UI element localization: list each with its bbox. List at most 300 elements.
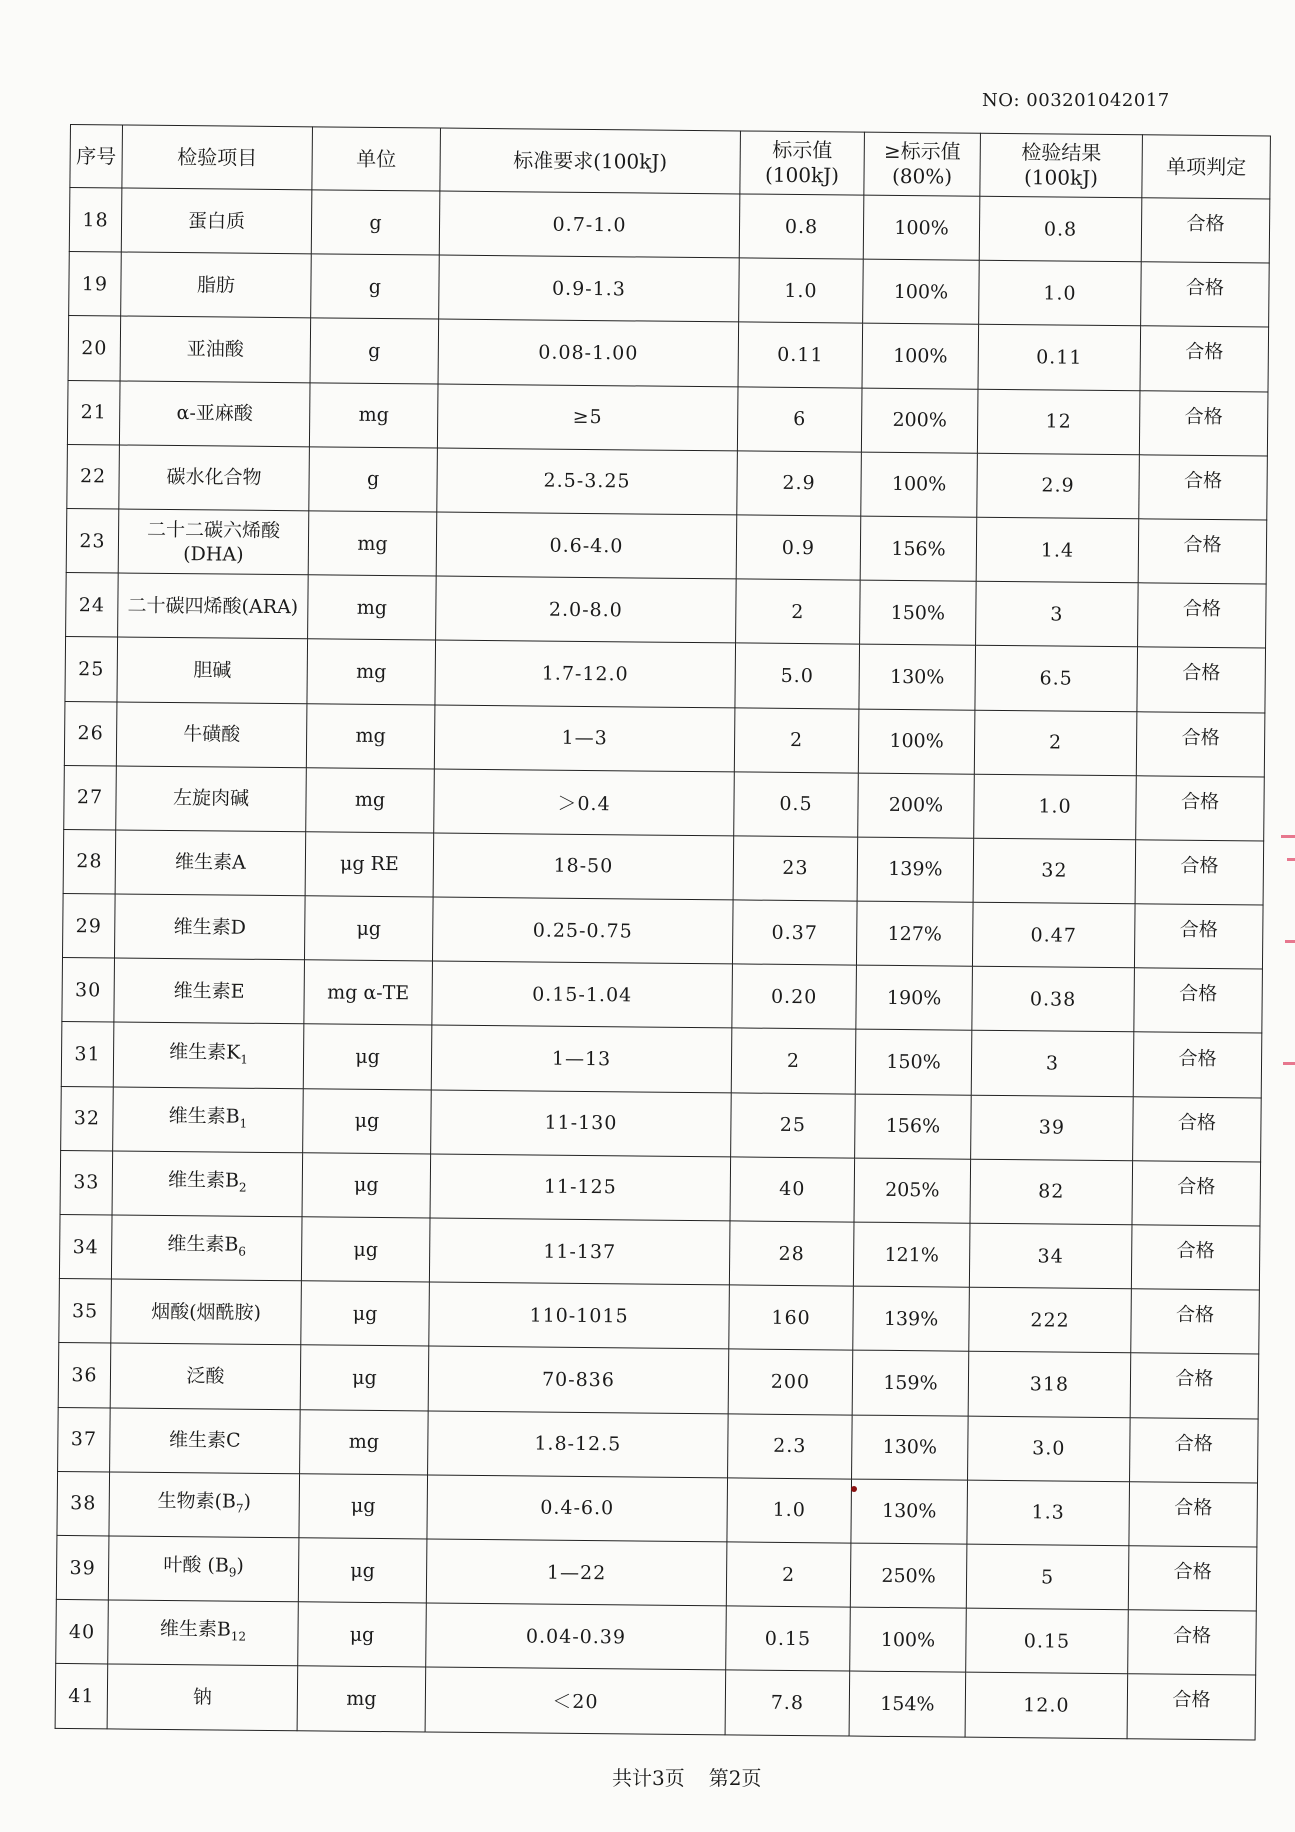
item-name: 维生素C	[168, 1429, 241, 1452]
percent-cell: 139%	[857, 837, 974, 902]
item-cell	[108, 1536, 299, 1602]
verdict-text: 合格	[1175, 1303, 1215, 1327]
label-value-cell: 0.9	[736, 515, 861, 580]
result-cell: 12.0	[965, 1672, 1128, 1738]
result-cell: 32	[973, 838, 1136, 904]
item-cell	[109, 1472, 300, 1538]
percent-cell: 200%	[858, 773, 975, 838]
table-row	[59, 1214, 1260, 1290]
result-cell: 318	[968, 1352, 1131, 1418]
percent-cell: 139%	[853, 1286, 970, 1351]
verdict-cell	[1136, 711, 1265, 776]
table-row	[58, 1343, 1259, 1419]
table-row	[64, 765, 1265, 841]
header-percent	[864, 132, 981, 196]
standard-cell: 0.6-4.0	[436, 512, 737, 579]
table-row	[67, 444, 1268, 520]
result-cell: 2.9	[977, 453, 1140, 519]
seq-cell: 32	[61, 1086, 114, 1151]
unit-cell: mg	[308, 511, 437, 576]
label-value-cell: 2	[726, 1542, 851, 1607]
label-value-cell: 160	[729, 1285, 854, 1350]
item-name-suffix: )	[243, 1490, 252, 1513]
standard-cell: 0.4-6.0	[427, 1475, 728, 1542]
verdict-cell	[1137, 647, 1266, 712]
header-result-line2: (100kJ)	[1023, 165, 1099, 190]
percent-cell: 250%	[850, 1543, 967, 1608]
unit-cell: μg	[304, 896, 433, 961]
item-name: 钠	[192, 1686, 213, 1709]
item-cell	[110, 1408, 301, 1474]
standard-cell: 0.15-1.04	[432, 961, 733, 1028]
percent-cell: 156%	[860, 516, 977, 581]
verdict-cell	[1140, 326, 1269, 391]
header-label-value-line2: (100kJ)	[764, 162, 840, 188]
item-cell	[114, 894, 305, 960]
seq-cell: 37	[58, 1407, 111, 1472]
table-row	[63, 829, 1264, 905]
item-name: 亚油酸	[186, 338, 244, 361]
unit-cell: mg	[309, 382, 438, 447]
percent-cell: 130%	[852, 1415, 969, 1480]
item-name: 牛磺酸	[183, 723, 241, 746]
percent-cell: 100%	[863, 195, 980, 260]
standard-cell: 1—22	[426, 1539, 727, 1606]
percent-cell: 150%	[860, 580, 977, 645]
unit-cell: μg	[299, 1474, 428, 1539]
item-name: 脂肪	[196, 274, 236, 297]
table-row	[68, 316, 1269, 392]
verdict-text: 合格	[1176, 1239, 1215, 1263]
percent-cell: 159%	[852, 1350, 969, 1415]
percent-cell: 200%	[861, 388, 978, 453]
inspection-table	[55, 124, 1271, 1740]
verdict-cell	[1138, 583, 1267, 648]
seq-cell: 31	[61, 1022, 114, 1087]
item-cell	[114, 958, 305, 1024]
header-standard: 标准要求(100kJ)	[440, 128, 741, 194]
standard-cell: ≥5	[437, 384, 738, 451]
item-cell	[108, 1600, 299, 1666]
verdict-text: 合格	[1179, 983, 1218, 1006]
seq-cell: 20	[68, 316, 121, 381]
unit-cell: μg	[301, 1217, 430, 1282]
item-name: 二十二碳六烯酸	[146, 518, 281, 542]
result-cell: 1.3	[967, 1480, 1130, 1546]
standard-cell: ＜20	[425, 1667, 726, 1734]
label-value-cell: 2	[731, 1028, 856, 1093]
item-name: α-亚麻酸	[176, 402, 253, 425]
verdict-cell	[1129, 1481, 1258, 1546]
standard-cell: 1.8-12.5	[428, 1411, 729, 1478]
item-subscript: 1	[239, 1116, 248, 1131]
table-row	[56, 1600, 1257, 1676]
result-cell: 39	[971, 1095, 1134, 1161]
seq-cell: 22	[67, 444, 120, 509]
seq-cell: 41	[55, 1664, 108, 1729]
standard-cell: 110-1015	[429, 1282, 730, 1349]
item-name: 维生素B	[168, 1104, 240, 1128]
item-cell	[119, 445, 310, 511]
verdict-text: 合格	[1184, 405, 1223, 428]
result-cell: 0.47	[972, 902, 1135, 968]
percent-cell: 156%	[855, 1094, 972, 1159]
item-cell	[113, 1087, 304, 1153]
standard-cell: 0.08-1.00	[438, 319, 739, 386]
result-cell: 222	[969, 1287, 1132, 1353]
unit-cell: mg	[308, 575, 437, 640]
item-cell	[117, 637, 308, 703]
result-cell: 0.38	[972, 966, 1135, 1032]
label-value-cell: 0.15	[726, 1606, 851, 1671]
result-cell: 0.8	[979, 196, 1142, 262]
label-value-cell: 25	[731, 1093, 856, 1158]
table-row	[61, 1086, 1262, 1162]
header-result-line1: 检验结果	[1021, 140, 1102, 165]
verdict-text: 合格	[1177, 1175, 1216, 1198]
standard-cell: 0.9-1.3	[439, 255, 740, 322]
percent-cell: 100%	[862, 323, 979, 388]
verdict-text: 合格	[1172, 1624, 1212, 1648]
item-name: 胆碱	[193, 659, 232, 682]
item-cell	[118, 573, 309, 639]
result-cell: 1.0	[974, 774, 1137, 840]
label-value-cell: 0.11	[738, 322, 863, 387]
unit-cell: mg	[297, 1666, 426, 1731]
standard-cell: 11-125	[430, 1154, 731, 1221]
verdict-text: 合格	[1174, 1496, 1213, 1519]
result-cell: 3	[971, 1031, 1134, 1097]
table-row	[66, 508, 1267, 584]
percent-cell: 130%	[851, 1479, 968, 1544]
result-cell: 1.4	[976, 517, 1139, 583]
label-value-cell: 2	[734, 707, 859, 772]
header-verdict: 单项判定	[1142, 135, 1271, 199]
item-cell	[111, 1215, 302, 1281]
label-value-cell: 0.37	[732, 900, 857, 965]
result-cell: 5	[966, 1544, 1129, 1610]
label-value-cell: 7.8	[725, 1670, 850, 1735]
verdict-cell	[1128, 1546, 1257, 1611]
footer-total-pages: 共计3页	[612, 1766, 685, 1790]
verdict-text: 合格	[1186, 212, 1225, 236]
verdict-text: 合格	[1181, 726, 1220, 749]
item-name: 叶酸 (B	[163, 1554, 229, 1577]
label-value-cell: 200	[728, 1349, 853, 1414]
footer-current-page: 第2页	[708, 1766, 762, 1790]
seq-cell: 34	[59, 1214, 112, 1279]
label-value-cell: 0.8	[739, 194, 864, 259]
label-value-cell: 0.20	[732, 964, 857, 1029]
item-name: 维生素B	[167, 1233, 239, 1256]
label-value-cell: 2	[736, 579, 861, 644]
standard-cell: 2.5-3.25	[437, 448, 738, 515]
item-cell	[116, 701, 307, 767]
item-cell	[111, 1279, 302, 1345]
item-subscript: 6	[238, 1244, 247, 1259]
verdict-text: 合格	[1177, 1111, 1217, 1134]
item-subscript: 9	[228, 1565, 237, 1580]
verdict-text: 合格	[1175, 1368, 1214, 1391]
item-cell	[121, 188, 312, 254]
table-row	[55, 1664, 1256, 1740]
table-row	[62, 958, 1263, 1034]
item-name: 泛酸	[186, 1365, 225, 1388]
label-value-cell: 1.0	[739, 258, 864, 323]
unit-cell: μg	[302, 1153, 431, 1218]
table-row	[56, 1535, 1257, 1611]
unit-cell: mg	[300, 1409, 429, 1474]
unit-cell: mg	[306, 703, 435, 768]
label-value-cell: 2.3	[728, 1413, 853, 1478]
unit-cell: mg α-TE	[304, 960, 433, 1025]
document-number: NO: 003201042017	[982, 90, 1170, 111]
item-name: 碳水化合物	[166, 466, 262, 490]
item-name: 维生素E	[173, 979, 245, 1003]
table-body	[55, 188, 1270, 1740]
item-subscript: 7	[235, 1501, 244, 1516]
seq-cell: 28	[63, 829, 116, 894]
header-percent-line1: ≥标示值	[883, 138, 961, 164]
percent-cell: 127%	[856, 901, 973, 966]
unit-cell: g	[309, 447, 438, 512]
page-footer	[612, 1762, 761, 1791]
standard-cell: 18-50	[433, 833, 734, 900]
unit-cell: μg RE	[305, 832, 434, 897]
seq-cell: 26	[64, 701, 117, 766]
item-name-line2: (DHA)	[183, 542, 244, 566]
percent-cell: 100%	[861, 452, 978, 517]
verdict-cell	[1133, 1096, 1262, 1161]
verdict-text: 合格	[1179, 918, 1218, 942]
percent-cell: 100%	[863, 259, 980, 324]
verdict-cell	[1127, 1674, 1256, 1739]
seq-cell: 19	[69, 252, 122, 317]
label-value-cell: 6	[737, 386, 862, 451]
standard-cell: 1—3	[434, 705, 735, 772]
item-cell	[112, 1151, 303, 1217]
table-row	[64, 701, 1265, 777]
seq-cell: 38	[57, 1471, 110, 1536]
standard-cell: ＞0.4	[434, 769, 735, 836]
header-label-value-line1: 标示值	[772, 137, 833, 163]
unit-cell: mg	[306, 767, 435, 832]
label-value-cell: 28	[729, 1221, 854, 1286]
percent-cell: 154%	[849, 1671, 966, 1736]
verdict-text: 合格	[1182, 662, 1221, 685]
result-cell: 3.0	[968, 1416, 1131, 1482]
verdict-cell	[1141, 262, 1270, 327]
standard-cell: 11-137	[429, 1218, 730, 1285]
result-cell: 34	[969, 1223, 1132, 1289]
seq-cell: 18	[69, 188, 122, 253]
item-name: 维生素B	[167, 1168, 240, 1192]
result-cell: 3	[976, 581, 1139, 647]
item-cell	[119, 381, 310, 447]
stamp-edge-mark	[1281, 835, 1295, 838]
item-name-suffix: )	[236, 1554, 245, 1577]
item-name: 维生素B	[159, 1618, 232, 1641]
item-cell	[121, 252, 312, 318]
unit-cell: μg	[298, 1602, 427, 1667]
seq-cell: 27	[64, 765, 117, 830]
item-cell	[120, 316, 311, 382]
verdict-text: 合格	[1183, 533, 1222, 557]
unit-cell: μg	[303, 1024, 432, 1089]
item-subscript: 2	[238, 1180, 247, 1195]
label-value-cell: 0.5	[734, 772, 859, 837]
verdict-cell	[1131, 1289, 1260, 1354]
verdict-text: 合格	[1180, 790, 1220, 813]
percent-cell: 121%	[853, 1222, 970, 1287]
standard-cell: 11-130	[431, 1090, 732, 1157]
percent-cell: 100%	[858, 709, 975, 774]
table-row	[60, 1150, 1261, 1226]
seq-cell: 24	[66, 573, 119, 638]
seq-cell: 36	[58, 1343, 111, 1408]
header-row	[70, 125, 1271, 200]
percent-cell: 205%	[854, 1158, 971, 1223]
unit-cell: μg	[298, 1538, 427, 1603]
item-name: 生物素(B	[157, 1489, 237, 1513]
verdict-text: 合格	[1178, 1047, 1217, 1070]
verdict-text: 合格	[1182, 597, 1222, 621]
standard-cell: 2.0-8.0	[436, 576, 737, 643]
result-cell: 12	[977, 389, 1140, 455]
percent-cell: 100%	[850, 1607, 967, 1672]
header-label-value	[740, 131, 865, 195]
stamp-edge-mark	[1285, 940, 1295, 943]
item-cell	[110, 1343, 301, 1409]
verdict-text: 合格	[1173, 1560, 1212, 1584]
table-row	[61, 1022, 1262, 1098]
verdict-text: 合格	[1185, 341, 1224, 364]
table-row	[69, 188, 1270, 264]
verdict-cell	[1141, 198, 1270, 263]
item-name: 烟酸(烟酰胺)	[151, 1300, 262, 1324]
table-row	[59, 1279, 1260, 1355]
stamp-edge-mark	[1283, 1062, 1295, 1065]
unit-cell: g	[310, 318, 439, 383]
header-unit: 单位	[312, 127, 441, 191]
seq-cell: 30	[62, 958, 115, 1023]
standard-cell: 0.7-1.0	[439, 191, 740, 258]
header-item: 检验项目	[122, 125, 313, 190]
unit-cell: g	[311, 190, 440, 255]
stamp-edge-mark	[1287, 858, 1295, 861]
unit-cell: mg	[307, 639, 436, 704]
percent-cell: 190%	[856, 965, 973, 1030]
verdict-cell	[1134, 904, 1263, 969]
verdict-cell	[1130, 1353, 1259, 1418]
table-row	[58, 1407, 1259, 1483]
seq-cell: 39	[56, 1535, 109, 1600]
verdict-text: 合格	[1172, 1689, 1211, 1712]
verdict-cell	[1138, 519, 1267, 584]
standard-cell: 0.25-0.75	[432, 897, 733, 964]
verdict-cell	[1139, 390, 1268, 455]
verdict-cell	[1131, 1225, 1260, 1290]
unit-cell: μg	[300, 1345, 429, 1410]
percent-cell: 150%	[855, 1030, 972, 1095]
standard-cell: 1.7-12.0	[435, 640, 736, 707]
header-result	[980, 133, 1143, 198]
item-cell	[113, 1022, 304, 1088]
item-name: 左旋肉碱	[172, 787, 250, 811]
seq-cell: 25	[65, 637, 118, 702]
seq-cell: 33	[60, 1150, 113, 1215]
verdict-text: 合格	[1185, 277, 1225, 300]
verdict-cell	[1136, 775, 1265, 840]
item-cell	[118, 509, 309, 575]
header-percent-line2: (80%)	[891, 163, 953, 189]
label-value-cell: 1.0	[727, 1478, 852, 1543]
standard-cell: 1—13	[431, 1025, 732, 1092]
result-cell: 1.0	[979, 260, 1142, 326]
seq-cell: 21	[67, 380, 120, 445]
table-row	[65, 637, 1266, 713]
item-cell	[115, 830, 306, 896]
result-cell: 0.15	[966, 1608, 1129, 1674]
label-value-cell: 40	[730, 1157, 855, 1222]
result-cell: 82	[970, 1159, 1133, 1225]
verdict-text: 合格	[1180, 854, 1219, 878]
label-value-cell: 5.0	[735, 643, 860, 708]
verdict-cell	[1128, 1610, 1257, 1675]
result-cell: 2	[974, 710, 1137, 776]
percent-cell: 130%	[859, 644, 976, 709]
unit-cell: μg	[303, 1088, 432, 1153]
unit-cell: g	[311, 254, 440, 319]
ink-spot	[851, 1486, 857, 1492]
table-row	[62, 894, 1263, 970]
item-name: 蛋白质	[187, 209, 246, 233]
verdict-text: 合格	[1184, 469, 1223, 492]
item-cell	[107, 1664, 298, 1730]
standard-cell: 0.04-0.39	[426, 1603, 727, 1670]
item-cell	[116, 766, 307, 832]
item-subscript: 1	[240, 1052, 249, 1067]
seq-cell: 35	[59, 1279, 112, 1344]
result-cell: 0.11	[978, 325, 1141, 391]
seq-cell: 23	[66, 508, 119, 573]
table-row	[66, 573, 1267, 649]
result-cell: 6.5	[975, 646, 1138, 712]
item-name: 维生素D	[173, 915, 247, 939]
verdict-cell	[1133, 1032, 1262, 1097]
verdict-cell	[1134, 968, 1263, 1033]
verdict-cell	[1130, 1417, 1259, 1482]
verdict-text: 合格	[1174, 1432, 1213, 1455]
label-value-cell: 2.9	[737, 451, 862, 516]
table-row	[57, 1471, 1258, 1547]
unit-cell: μg	[301, 1281, 430, 1346]
item-subscript: 12	[230, 1629, 247, 1644]
verdict-cell	[1135, 840, 1264, 905]
seq-cell: 29	[62, 894, 115, 959]
verdict-cell	[1132, 1161, 1261, 1226]
seq-cell: 40	[56, 1600, 109, 1665]
header-seq: 序号	[70, 125, 123, 188]
item-name: 维生素K	[169, 1040, 241, 1064]
label-value-cell: 23	[733, 836, 858, 901]
item-name: 维生素A	[174, 851, 246, 875]
standard-cell: 70-836	[428, 1346, 729, 1413]
item-name: 二十碳四烯酸(ARA)	[127, 594, 299, 618]
verdict-cell	[1139, 455, 1268, 520]
table-row	[69, 252, 1270, 328]
table-row	[67, 380, 1268, 456]
